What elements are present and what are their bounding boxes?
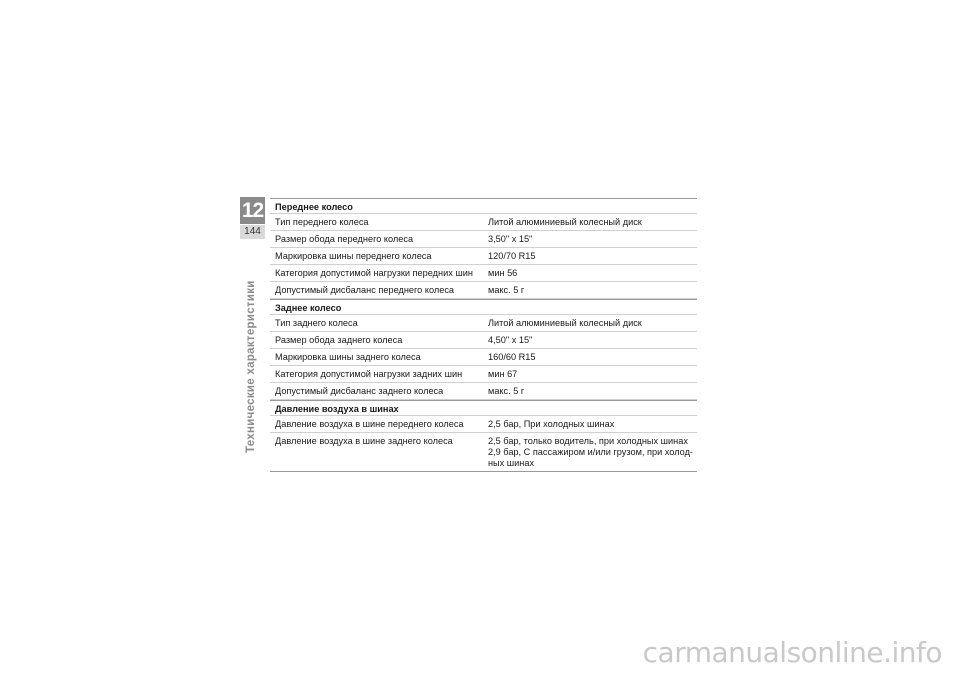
- spec-value-line: макс. 5 г: [488, 285, 525, 295]
- spec-value: [483, 231, 697, 247]
- spec-value: [483, 433, 697, 471]
- spec-label: Тип переднего колеса: [275, 217, 369, 227]
- spec-value: [483, 416, 697, 432]
- section-title: Давление воздуха в шинах: [270, 401, 697, 416]
- spec-row: [270, 433, 697, 472]
- spec-label: Допустимый дисбаланс переднего колеса: [275, 285, 455, 295]
- spec-row: [270, 332, 697, 349]
- spec-row: [270, 416, 697, 433]
- spec-section: [270, 198, 697, 299]
- spec-label: Размер обода переднего колеса: [275, 234, 414, 244]
- spec-value-line: 3,50" x 15": [488, 234, 533, 244]
- chapter-number: 12: [241, 199, 264, 222]
- spec-row: [270, 214, 697, 231]
- spec-label: Тип заднего колеса: [275, 318, 358, 328]
- spec-value: [483, 383, 697, 399]
- spec-row: [270, 265, 697, 282]
- spec-label: Допустимый дисбаланс заднего колеса: [275, 386, 444, 396]
- spec-label: Маркировка шины переднего колеса: [275, 251, 432, 261]
- spec-section: [270, 299, 697, 400]
- page-number: 144: [240, 225, 265, 239]
- spec-value-line: 2,9 бар, С пассажиром и/или грузом, при холод-: [487, 447, 693, 457]
- spec-label: Давление воздуха в шине заднего колеса: [275, 436, 453, 446]
- watermark: carmanualsonline.info: [642, 636, 942, 669]
- spec-value: [483, 248, 697, 264]
- spec-value-line: 4,50" x 15": [488, 335, 533, 345]
- spec-value-line: 2,5 бар, При холодных шинах: [488, 419, 615, 429]
- spec-value: [483, 265, 697, 281]
- spec-label: Категория допустимой нагрузки передних шин: [275, 268, 473, 278]
- chapter-title: Технические характеристики: [245, 280, 257, 453]
- spec-value: [483, 349, 697, 365]
- spec-value: [483, 282, 697, 298]
- spec-value-line: ных шинах: [487, 458, 535, 468]
- spec-label: Маркировка шины заднего колеса: [275, 352, 421, 362]
- spec-value-line: Литой алюминиевый колесный диск: [488, 318, 642, 328]
- spec-table: [270, 198, 697, 472]
- spec-row: [270, 231, 697, 248]
- section-title: Переднее колесо: [270, 199, 697, 214]
- spec-section: [270, 400, 697, 472]
- spec-value-line: 2,5 бар, только водитель, при холодных шинах: [487, 436, 688, 446]
- spec-value: [483, 214, 697, 230]
- spec-label: Давление воздуха в шине переднего колеса: [275, 419, 464, 429]
- spec-value-line: Литой алюминиевый колесный диск: [488, 217, 642, 227]
- spec-value: [483, 366, 697, 382]
- spec-value-line: 120/70 R15: [488, 251, 536, 261]
- spec-row: [270, 315, 697, 332]
- spec-value-line: 160/60 R15: [488, 352, 536, 362]
- section-title: Заднее колесо: [270, 300, 697, 315]
- spec-value: [483, 332, 697, 348]
- spec-row: [270, 349, 697, 366]
- spec-value-line: мин 56: [488, 268, 518, 278]
- spec-value-line: макс. 5 г: [488, 386, 525, 396]
- spec-label: Размер обода заднего колеса: [275, 335, 403, 345]
- spec-row: [270, 366, 697, 383]
- spec-label: Категория допустимой нагрузки задних шин: [275, 369, 463, 379]
- spec-row: [270, 383, 697, 400]
- spec-value-line: мин 67: [488, 369, 518, 379]
- spec-row: [270, 282, 697, 299]
- spec-row: [270, 248, 697, 265]
- spec-value: [483, 315, 697, 331]
